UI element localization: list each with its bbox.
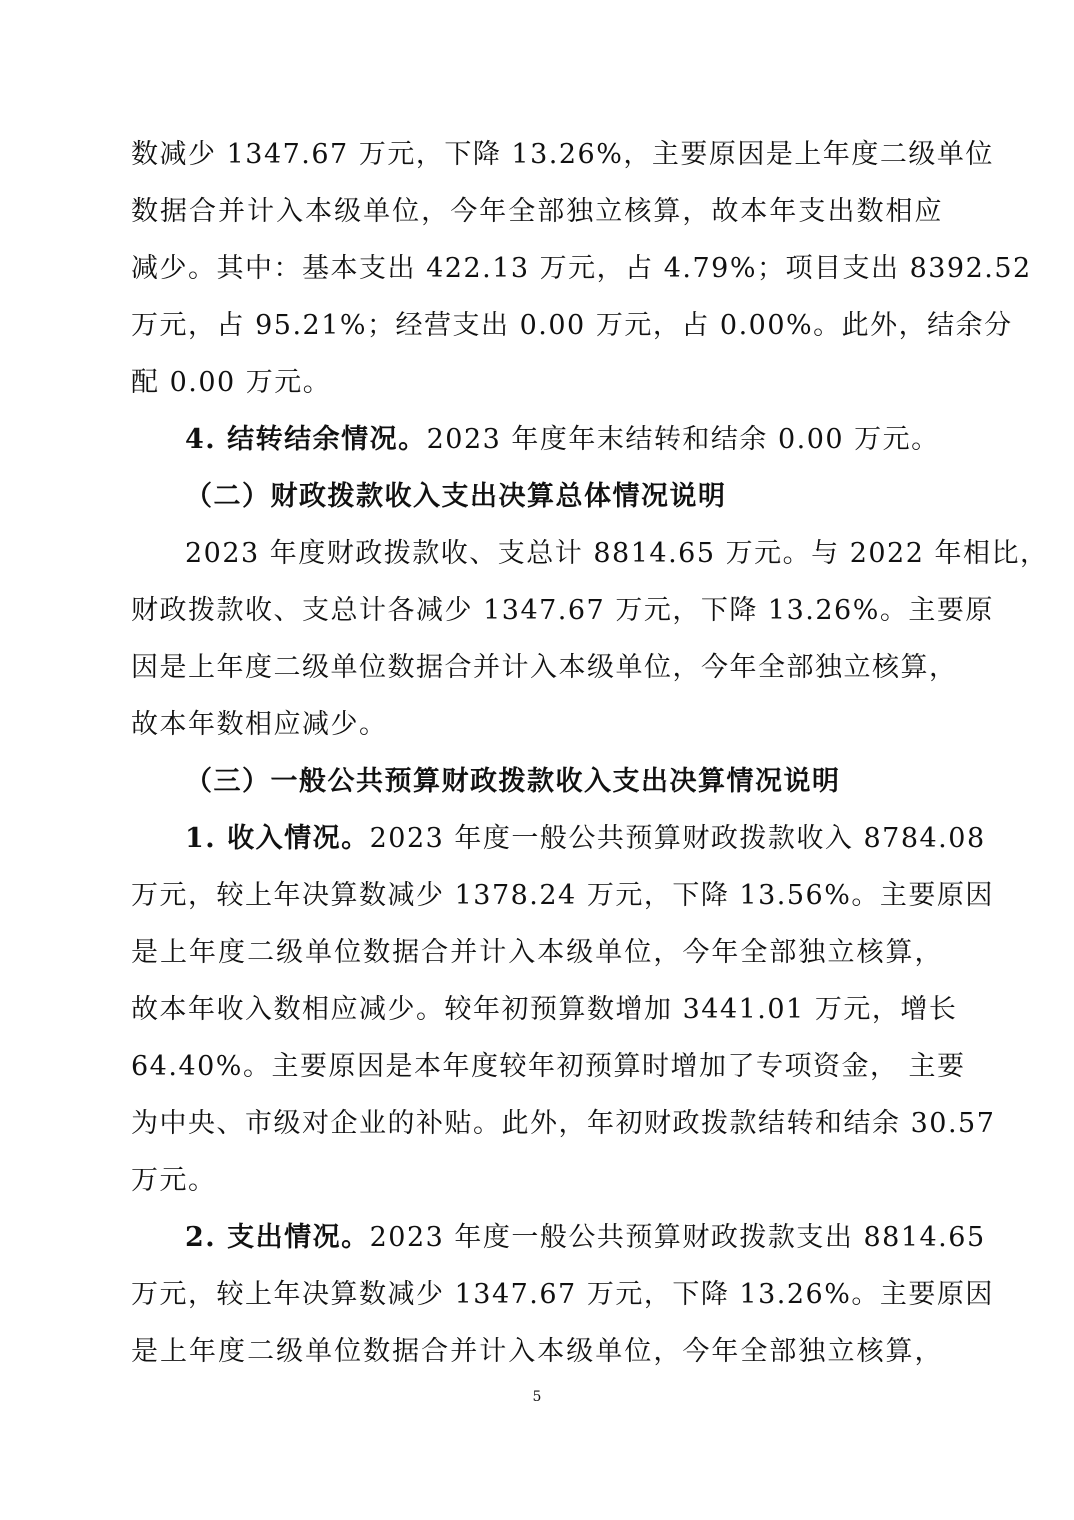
text-line: 数据合并计入本级单位，今年全部独立核算，故本年支出数相应 xyxy=(131,196,943,227)
section-heading-2: （二）财政拨款收入支出决算总体情况说明 xyxy=(185,481,727,512)
text-line: 数减少 1347.67 万元，下降 13.26%，主要原因是上年度二级单位 xyxy=(131,139,994,170)
text-line: 万元，较上年决算数减少 1347.67 万元，下降 13.26%。主要原因 xyxy=(131,1279,994,1310)
item-4-text: 2023 年度年末结转和结余 0.00 万元。 xyxy=(426,424,940,455)
item-2-first-line xyxy=(185,1218,986,1258)
text-line: 财政拨款收、支总计各减少 1347.67 万元，下降 13.26%。主要原 xyxy=(131,595,994,626)
item-2-text: 2023 年度一般公共预算财政拨款支出 8814.65 xyxy=(369,1222,986,1253)
section-heading-3: （三）一般公共预算财政拨款收入支出决算情况说明 xyxy=(185,766,841,797)
text-line: 故本年收入数相应减少。较年初预算数增加 3441.01 万元，增长 xyxy=(131,994,958,1025)
item-2-label: 2. 支出情况。 xyxy=(185,1222,370,1253)
item-1-first-line xyxy=(185,819,986,859)
text-line: 配 0.00 万元。 xyxy=(131,367,332,398)
item-1-text: 2023 年度一般公共预算财政拨款收入 8784.08 xyxy=(369,823,986,854)
text-line: 万元，较上年决算数减少 1378.24 万元，下降 13.56%。主要原因 xyxy=(131,880,994,911)
text-line: 万元，占 95.21%；经营支出 0.00 万元，占 0.00%。此外，结余分 xyxy=(131,310,1013,341)
text-line: 是上年度二级单位数据合并计入本级单位，今年全部独立核算， xyxy=(131,1336,943,1367)
text-line: 是上年度二级单位数据合并计入本级单位，今年全部独立核算， xyxy=(131,937,943,968)
text-line: 因是上年度二级单位数据合并计入本级单位，今年全部独立核算， xyxy=(131,652,958,683)
page-number: 5 xyxy=(532,1389,542,1405)
text-line: 减少。其中：基本支出 422.13 万元，占 4.79%；项目支出 8392.52 xyxy=(131,253,1032,284)
item-1-label: 1. 收入情况。 xyxy=(185,823,370,854)
text-line: 64.40%。主要原因是本年度较年初预算时增加了专项资金， 主要 xyxy=(131,1051,966,1082)
item-4-label: 4. 结转结余情况。 xyxy=(185,424,427,455)
text-line: 万元。 xyxy=(131,1165,217,1196)
text-line: 为中央、市级对企业的补贴。此外，年初财政拨款结转和结余 30.57 xyxy=(131,1108,996,1139)
text-line: 2023 年度财政拨款收、支总计 8814.65 万元。与 2022 年相比， xyxy=(185,538,1049,569)
item-4-paragraph xyxy=(185,420,943,460)
text-line: 故本年数相应减少。 xyxy=(131,709,388,740)
